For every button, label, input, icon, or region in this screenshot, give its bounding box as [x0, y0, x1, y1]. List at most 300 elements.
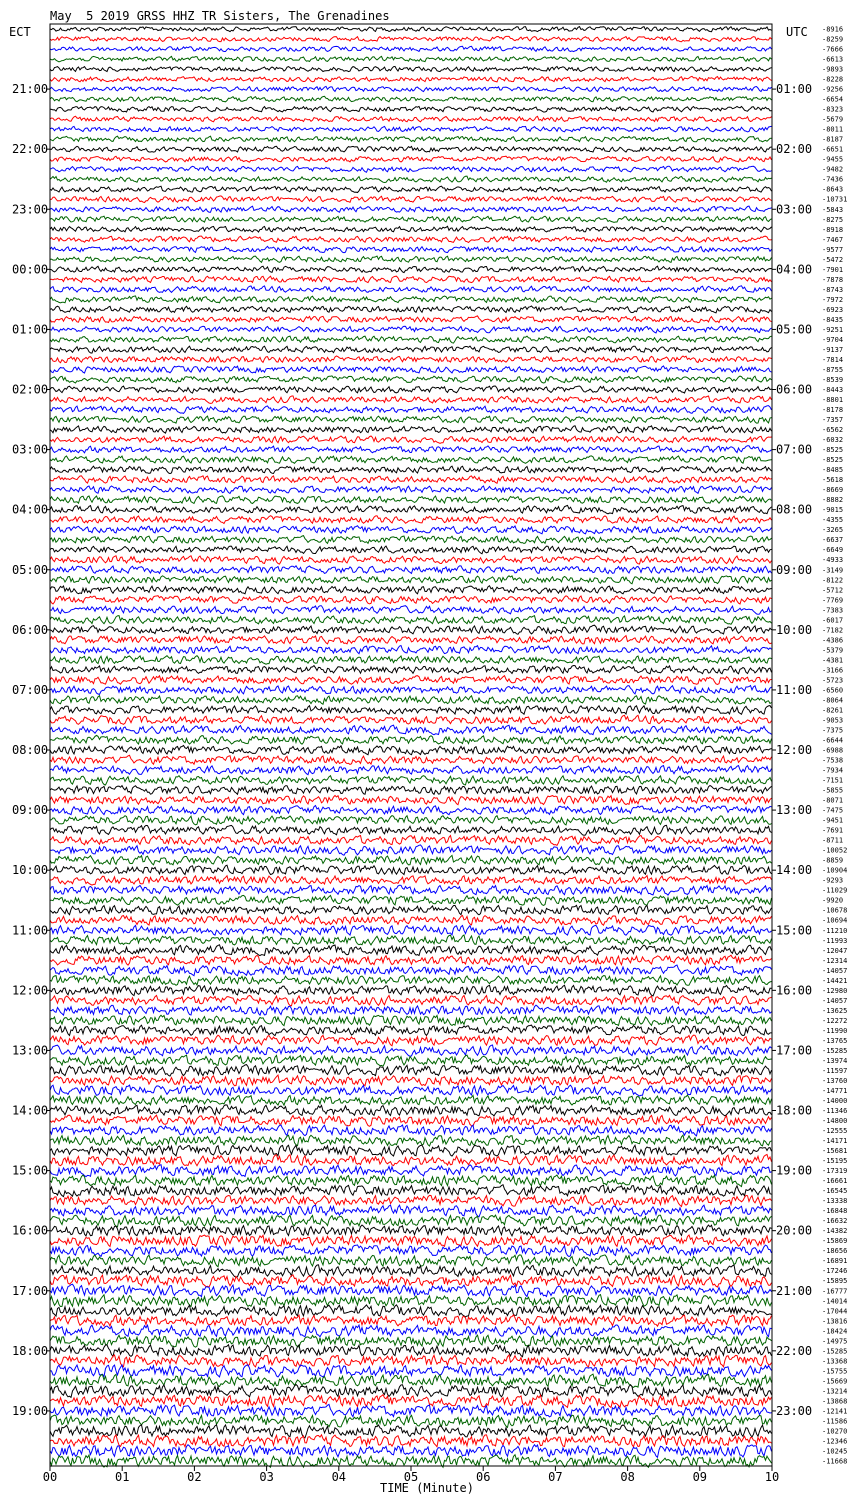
row-offset-label: -8743 — [822, 285, 844, 294]
seismic-trace — [50, 596, 772, 604]
row-offset-label: -9053 — [822, 716, 844, 725]
seismic-trace — [50, 326, 772, 333]
row-offset-label: -8859 — [822, 856, 844, 865]
seismic-trace — [50, 27, 772, 32]
row-offset-label: -8071 — [822, 796, 844, 805]
seismic-trace — [50, 715, 772, 724]
row-offset-label: -3149 — [822, 566, 844, 575]
row-offset-label: -12346 — [822, 1437, 848, 1446]
seismic-trace — [50, 206, 772, 212]
seismic-trace — [50, 416, 772, 423]
seismic-trace — [50, 586, 772, 594]
row-offset-label: -4386 — [822, 636, 844, 645]
left-hour-label: 19:00 — [12, 1403, 49, 1418]
left-hour-label: 00:00 — [12, 262, 49, 277]
row-offset-label: -15285 — [822, 1046, 848, 1055]
seismic-trace — [50, 686, 772, 695]
row-offset-label: -15895 — [822, 1277, 848, 1286]
right-hour-label: 18:00 — [776, 1103, 813, 1118]
row-offset-label: -7475 — [822, 806, 844, 815]
right-hour-label: 10:00 — [776, 622, 813, 637]
seismic-trace — [50, 566, 772, 574]
row-offset-label: -14421 — [822, 976, 848, 985]
row-offset-label: -8882 — [822, 496, 844, 505]
seismic-trace — [50, 646, 772, 654]
row-offset-label: -9920 — [822, 896, 844, 905]
right-hour-label: 21:00 — [776, 1283, 813, 1298]
left-hour-label: 13:00 — [12, 1043, 49, 1058]
row-offset-label: -14382 — [822, 1227, 848, 1236]
row-offset-label: -7182 — [822, 626, 844, 635]
seismic-trace — [50, 1315, 772, 1326]
seismic-trace — [50, 546, 772, 554]
row-offset-label: -6017 — [822, 616, 844, 625]
seismic-trace — [50, 536, 772, 544]
left-hour-label: 06:00 — [12, 622, 49, 637]
seismic-trace — [50, 976, 772, 986]
row-offset-label: -11990 — [822, 1026, 848, 1035]
row-offset-label: -13765 — [822, 1036, 848, 1045]
left-hour-label: 04:00 — [12, 502, 49, 517]
seismic-trace — [50, 1005, 772, 1015]
right-hour-label: 09:00 — [776, 562, 813, 577]
row-offset-label: -10270 — [822, 1427, 848, 1436]
row-offset-label: -8259 — [822, 35, 844, 44]
row-offset-label: -6651 — [822, 145, 844, 154]
row-offset-label: -11029 — [822, 886, 848, 895]
x-tick-label: 02 — [187, 1470, 202, 1484]
seismic-trace — [50, 786, 772, 795]
left-hour-label: 02:00 — [12, 382, 49, 397]
row-offset-label: -13816 — [822, 1317, 848, 1326]
seismic-trace — [50, 396, 772, 404]
row-offset-label: -7972 — [822, 295, 844, 304]
chart-title: May 5 2019 GRSS HHZ TR Sisters, The Grenadines — [50, 9, 390, 23]
row-offset-label: -9293 — [822, 876, 844, 885]
seismic-trace — [50, 1325, 772, 1337]
seismic-trace — [50, 905, 772, 915]
seismic-trace — [50, 446, 772, 453]
row-offset-label: -4933 — [822, 556, 844, 565]
left-hour-label: 21:00 — [12, 82, 49, 97]
row-offset-label: -7901 — [822, 265, 844, 274]
right-hour-label: 07:00 — [776, 442, 813, 457]
row-offset-label: -7666 — [822, 45, 844, 54]
seismic-trace — [50, 306, 772, 313]
row-offset-label: -9704 — [822, 335, 844, 344]
row-offset-label: -8323 — [822, 105, 844, 114]
seismic-trace — [50, 216, 772, 222]
row-offset-label: -13338 — [822, 1197, 848, 1206]
seismic-trace — [50, 406, 772, 414]
seismic-trace — [50, 935, 772, 945]
row-offset-label: -15669 — [822, 1377, 848, 1386]
left-hour-label: 18:00 — [12, 1343, 49, 1358]
seismic-trace — [50, 796, 772, 805]
seismic-trace — [50, 386, 772, 393]
row-offset-label: -10678 — [822, 906, 848, 915]
left-hour-label: 10:00 — [12, 863, 49, 878]
seismic-trace — [50, 1045, 772, 1056]
row-offset-label: -8261 — [822, 706, 844, 715]
row-offset-label: -6649 — [822, 546, 844, 555]
right-hour-label: 04:00 — [776, 262, 813, 277]
left-hour-label: 14:00 — [12, 1103, 49, 1118]
seismic-trace — [50, 476, 772, 484]
seismic-trace — [50, 876, 772, 886]
seismic-trace — [50, 186, 772, 192]
seismic-trace — [50, 1355, 772, 1367]
seismic-trace — [50, 766, 772, 775]
row-offset-label: -7878 — [822, 275, 844, 284]
row-offset-label: -13214 — [822, 1387, 848, 1396]
seismic-trace — [50, 656, 772, 665]
seismic-trace — [50, 266, 772, 272]
seismic-trace — [50, 616, 772, 625]
left-hour-label: 22:00 — [12, 142, 49, 157]
seismic-trace — [50, 296, 772, 303]
seismic-trace — [50, 1385, 772, 1398]
row-offset-label: -17044 — [822, 1307, 848, 1316]
seismic-trace — [50, 666, 772, 674]
row-offset-label: -14014 — [822, 1297, 848, 1306]
seismic-trace — [50, 746, 772, 755]
row-offset-label: -10694 — [822, 916, 848, 925]
row-offset-label: -4355 — [822, 516, 844, 525]
seismic-trace — [50, 136, 772, 142]
right-hour-label: 06:00 — [776, 382, 813, 397]
left-hour-label: 16:00 — [12, 1223, 49, 1238]
row-offset-label: -8187 — [822, 135, 844, 144]
x-tick-label: 08 — [620, 1470, 635, 1484]
row-offset-label: -11346 — [822, 1107, 848, 1116]
x-tick-label: 09 — [692, 1470, 708, 1484]
row-offset-label: -16661 — [822, 1177, 848, 1186]
row-offset-label: -6644 — [822, 736, 844, 745]
seismic-trace — [50, 276, 772, 282]
seismic-trace — [50, 1175, 772, 1187]
seismic-trace — [50, 1295, 772, 1307]
seismic-trace — [50, 1095, 772, 1105]
row-offset-label: -9256 — [822, 85, 844, 94]
right-hour-label: 13:00 — [776, 803, 813, 818]
seismic-trace — [50, 836, 772, 846]
row-offset-label: -5843 — [822, 205, 844, 214]
trace-group — [50, 27, 772, 1468]
x-tick-label: 07 — [548, 1470, 563, 1484]
row-offset-label: -15195 — [822, 1157, 848, 1166]
seismic-trace — [50, 236, 772, 242]
seismic-trace — [50, 66, 772, 71]
row-offset-label: -15681 — [822, 1147, 848, 1156]
seismic-trace — [50, 995, 772, 1006]
seismic-trace — [50, 1085, 772, 1096]
seismic-trace — [50, 116, 772, 122]
row-offset-label: -12555 — [822, 1127, 848, 1136]
row-offset-label: -5712 — [822, 586, 844, 595]
x-tick-label: 01 — [114, 1470, 130, 1484]
left-hour-label: 23:00 — [12, 202, 49, 217]
right-hour-label: 01:00 — [776, 82, 813, 97]
seismic-trace — [50, 1025, 772, 1036]
row-offset-label: -7814 — [822, 355, 844, 364]
row-offset-label: -8064 — [822, 696, 844, 705]
seismic-trace — [50, 1145, 772, 1156]
row-offset-label: -14800 — [822, 1117, 848, 1126]
row-offset-label: -9451 — [822, 816, 844, 825]
row-offset-label: -17319 — [822, 1167, 848, 1176]
row-offset-label: -8755 — [822, 365, 844, 374]
seismic-trace — [50, 885, 772, 895]
seismic-trace — [50, 895, 772, 905]
row-offset-label: -7375 — [822, 726, 844, 735]
right-hour-label: 15:00 — [776, 923, 813, 938]
row-offset-label: -8011 — [822, 125, 844, 134]
row-offset-label: -12047 — [822, 946, 848, 955]
row-offset-label: -12272 — [822, 1016, 848, 1025]
row-offset-label: -18424 — [822, 1327, 848, 1336]
seismic-trace — [50, 1105, 772, 1116]
row-offset-label: -12141 — [822, 1407, 848, 1416]
seismic-trace — [50, 1205, 772, 1217]
right-hour-label: 11:00 — [776, 682, 813, 697]
seismic-trace — [50, 1075, 772, 1086]
seismic-trace — [50, 336, 772, 343]
row-offset-label: -6032 — [822, 436, 844, 445]
seismic-trace — [50, 955, 772, 965]
right-hour-label: 14:00 — [776, 863, 813, 878]
x-tick-label: 06 — [475, 1470, 491, 1484]
seismic-trace — [50, 576, 772, 584]
seismic-trace — [50, 916, 772, 926]
row-offset-label: -8669 — [822, 486, 844, 495]
row-offset-label: -14771 — [822, 1086, 848, 1095]
seismic-trace — [50, 925, 772, 935]
row-offset-label: -9137 — [822, 345, 844, 354]
seismic-trace — [50, 1284, 772, 1296]
seismic-trace — [50, 1195, 772, 1206]
seismic-trace — [50, 486, 772, 493]
seismic-trace — [50, 126, 772, 131]
row-offset-label: -7383 — [822, 606, 844, 615]
row-offset-label: -8178 — [822, 406, 844, 415]
seismic-trace — [50, 1155, 772, 1166]
x-tick-label: 05 — [403, 1470, 419, 1484]
seismic-trace — [50, 1055, 772, 1066]
seismic-trace — [50, 636, 772, 644]
seismic-trace — [50, 286, 772, 293]
right-hour-label: 19:00 — [776, 1163, 813, 1178]
seismic-trace — [50, 366, 772, 373]
right-hour-label: 03:00 — [776, 202, 813, 217]
seismic-trace — [50, 516, 772, 524]
seismic-trace — [50, 436, 772, 443]
row-offset-label: -8525 — [822, 446, 844, 455]
row-offset-label: -8275 — [822, 215, 844, 224]
left-hour-label: 17:00 — [12, 1283, 49, 1298]
seismic-trace — [50, 96, 772, 102]
row-offset-label: -14000 — [822, 1096, 848, 1105]
row-offset-label: -5679 — [822, 115, 844, 124]
seismic-trace — [50, 256, 772, 262]
seismic-trace — [50, 1165, 772, 1177]
right-hour-label: 05:00 — [776, 322, 813, 337]
seismic-trace — [50, 606, 772, 615]
row-offset-label: -6637 — [822, 536, 844, 545]
left-hour-label: 09:00 — [12, 803, 49, 818]
seismic-trace — [50, 735, 772, 744]
left-hour-label: 12:00 — [12, 983, 49, 998]
row-offset-label: -11586 — [822, 1417, 848, 1426]
row-offset-label: -7467 — [822, 235, 844, 244]
seismic-trace — [50, 1335, 772, 1347]
row-offset-label: -15755 — [822, 1367, 848, 1376]
seismic-trace — [50, 696, 772, 705]
row-offset-label: -5379 — [822, 646, 844, 655]
row-offset-label: -14057 — [822, 966, 848, 975]
seismic-trace — [50, 985, 772, 996]
right-hour-label: 20:00 — [776, 1223, 813, 1238]
row-offset-label: -9577 — [822, 245, 844, 254]
seismic-trace — [50, 346, 772, 353]
seismic-trace — [50, 46, 772, 51]
row-offset-label: -14975 — [822, 1337, 848, 1346]
seismic-trace — [50, 1135, 772, 1146]
seismic-trace — [50, 1245, 772, 1257]
right-hour-label: 22:00 — [776, 1343, 813, 1358]
row-offset-label: -13368 — [822, 1357, 848, 1366]
row-offset-label: -9455 — [822, 155, 844, 164]
right-hour-label: 02:00 — [776, 142, 813, 157]
row-offset-label: -11668 — [822, 1457, 848, 1466]
seismic-trace — [50, 1065, 772, 1077]
seismic-trace — [50, 1225, 772, 1236]
left-hour-label: 01:00 — [12, 322, 49, 337]
row-offset-label: -16632 — [822, 1217, 848, 1226]
seismic-trace — [50, 526, 772, 534]
seismic-trace — [50, 1374, 772, 1387]
x-axis-title: TIME (Minute) — [380, 1481, 474, 1495]
row-offset-label: -16545 — [822, 1187, 848, 1196]
row-offset-label: -7769 — [822, 596, 844, 605]
row-offset-label: -8711 — [822, 836, 844, 845]
row-offset-label: -6613 — [822, 55, 844, 64]
seismic-trace — [50, 1215, 772, 1227]
x-tick-label: 04 — [331, 1470, 347, 1484]
seismic-trace — [50, 865, 772, 874]
seismic-trace — [50, 36, 772, 41]
row-offset-label: -14057 — [822, 996, 848, 1005]
row-offset-label: -6988 — [822, 746, 844, 755]
seismic-trace — [50, 106, 772, 112]
row-offset-label: -10731 — [822, 195, 848, 204]
row-offset-label: -10245 — [822, 1447, 848, 1456]
row-offset-label: -14171 — [822, 1137, 848, 1146]
row-offset-label: -10904 — [822, 866, 848, 875]
seismic-trace — [50, 706, 772, 715]
seismic-trace — [50, 1125, 772, 1136]
row-offset-label: -9251 — [822, 325, 844, 334]
left-hour-label: 07:00 — [12, 682, 49, 697]
seismic-trace — [50, 825, 772, 835]
left-hour-label: 11:00 — [12, 923, 49, 938]
seismic-trace — [50, 466, 772, 474]
seismic-trace — [50, 246, 772, 253]
row-offset-label: -13760 — [822, 1076, 848, 1085]
seismic-trace — [50, 1255, 772, 1267]
row-offset-label: -16891 — [822, 1257, 848, 1266]
row-offset-label: -7357 — [822, 416, 844, 425]
row-offset-label: -16777 — [822, 1287, 848, 1296]
row-offset-label: -8443 — [822, 386, 844, 395]
seismic-trace — [50, 496, 772, 504]
seismic-trace — [50, 1415, 772, 1427]
seismic-trace — [50, 755, 772, 764]
row-offset-label: -7691 — [822, 826, 844, 835]
seismic-trace — [50, 816, 772, 825]
row-offset-label: -15869 — [822, 1237, 848, 1246]
right-hour-label: 17:00 — [776, 1043, 813, 1058]
row-offset-label: -12314 — [822, 956, 848, 965]
seismic-trace — [50, 456, 772, 463]
x-tick-label: 03 — [259, 1470, 274, 1484]
seismic-trace — [50, 625, 772, 634]
seismic-trace — [50, 1404, 772, 1417]
x-tick-label: 00 — [42, 1470, 58, 1484]
row-offset-label: -13868 — [822, 1397, 848, 1406]
seismic-trace — [50, 1395, 772, 1408]
left-hour-label: 05:00 — [12, 562, 49, 577]
right-hour-label: 12:00 — [776, 743, 813, 758]
seismic-trace — [50, 845, 772, 855]
row-offset-label: -8485 — [822, 466, 844, 475]
row-offset-label: -7151 — [822, 776, 844, 785]
row-offset-label: -9482 — [822, 165, 844, 174]
seismic-trace — [50, 1115, 772, 1126]
row-offset-label: -7934 — [822, 766, 844, 775]
row-offset-label: -5472 — [822, 255, 844, 264]
right-hour-label: 16:00 — [776, 983, 813, 998]
row-offset-label: -8918 — [822, 225, 844, 234]
row-offset-label: -6562 — [822, 426, 844, 435]
row-offset-label: -9015 — [822, 506, 844, 515]
seismic-trace — [50, 1455, 772, 1468]
seismic-trace — [50, 146, 772, 152]
row-offset-label: -13625 — [822, 1006, 848, 1015]
seismic-trace — [50, 776, 772, 785]
x-tick-label: 10 — [764, 1470, 780, 1484]
seismic-trace — [50, 1365, 772, 1377]
row-offset-label: -8643 — [822, 185, 844, 194]
row-offset-label: -8435 — [822, 315, 844, 324]
seismic-trace — [50, 196, 772, 203]
plot-frame — [50, 24, 772, 1466]
seismic-trace — [50, 1445, 772, 1458]
row-offset-label: -3265 — [822, 526, 844, 535]
row-offset-label: -8539 — [822, 375, 844, 384]
row-offset-label: -8228 — [822, 75, 844, 84]
row-offset-label: -15285 — [822, 1347, 848, 1356]
row-offset-label: -5723 — [822, 676, 844, 685]
seismic-trace — [50, 76, 772, 82]
row-offset-label: -8916 — [822, 25, 844, 34]
right-timezone-label: UTC — [786, 25, 808, 39]
right-hour-label: 23:00 — [776, 1403, 813, 1418]
left-timezone-label: ECT — [9, 25, 31, 39]
left-hour-label: 03:00 — [12, 442, 49, 457]
row-offset-label: -8122 — [822, 576, 844, 585]
row-offset-label: -18656 — [822, 1247, 848, 1256]
